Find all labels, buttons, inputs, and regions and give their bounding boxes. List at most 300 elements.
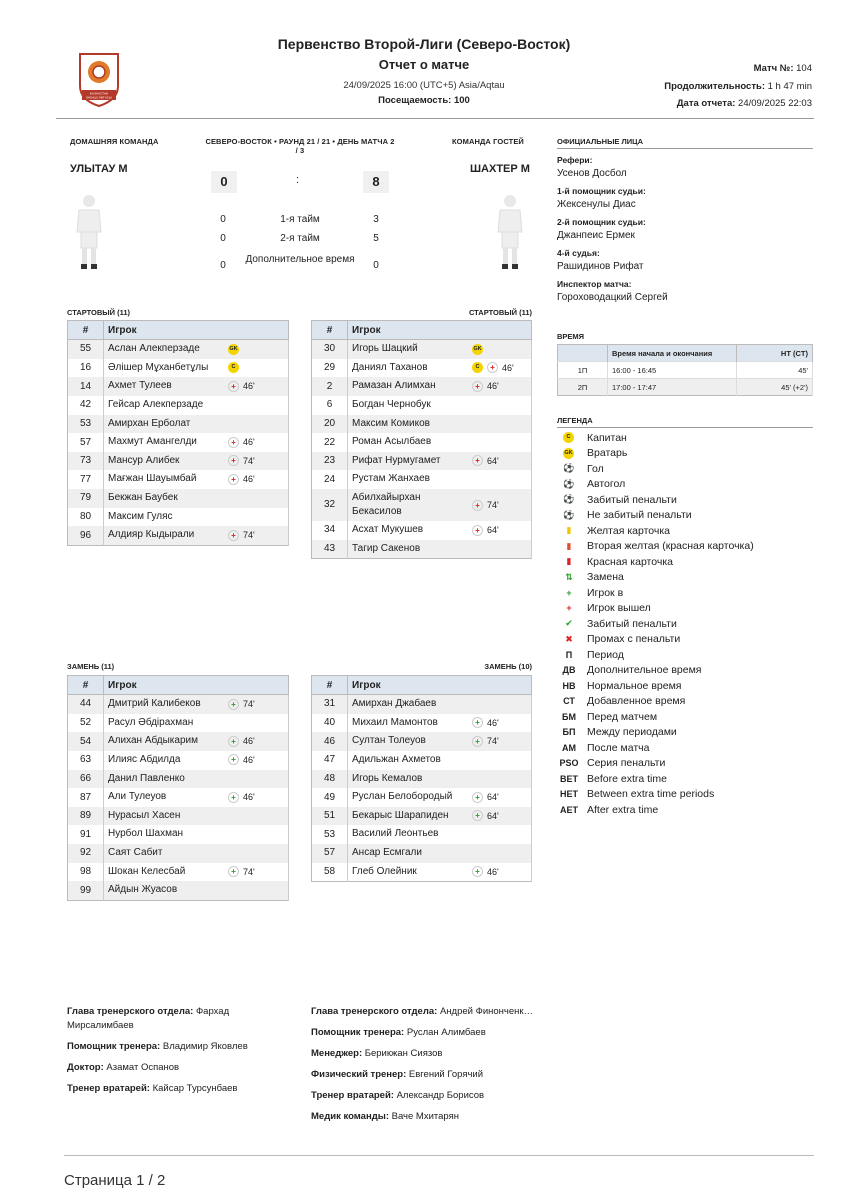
legend-item	[557, 802, 813, 818]
legend-item	[557, 430, 813, 446]
sub-minute: 74'	[487, 500, 499, 511]
legend-label: After extra time	[587, 803, 659, 816]
officials-list	[557, 155, 813, 310]
sub-minute: 74'	[243, 455, 255, 466]
match-datetime: 24/09/2025 16:00 (UTC+5) Asia/Aqtau	[343, 80, 505, 91]
player-cell	[348, 788, 532, 807]
player-in-icon: +	[566, 587, 572, 598]
extra-time-abbr: ДВ	[562, 665, 576, 676]
sub-minute: 64'	[487, 525, 499, 536]
time-header-ht: HT (CT)	[737, 345, 813, 362]
pso-abbr: PSO	[559, 758, 579, 769]
official-role: Рефери:	[557, 155, 593, 165]
penalty-check-icon: ✔	[565, 618, 573, 629]
column-header-player: Игрок	[348, 676, 532, 695]
player-cell	[104, 470, 289, 489]
shirt-number: 57	[68, 433, 104, 452]
sub-minute: 74'	[243, 866, 255, 877]
after-match-abbr: АМ	[562, 742, 576, 753]
home-caption: ДОМАШНЯЯ КОМАНДА	[70, 137, 159, 146]
shirt-number: 44	[68, 695, 104, 714]
official-name: Жексенулы Диас	[557, 199, 636, 210]
legend-label: Между периодами	[587, 726, 677, 739]
table-row	[68, 807, 289, 826]
legend-item	[557, 632, 813, 648]
staff-name: Руслан Алимбаев	[406, 1027, 486, 1038]
period-1p: 1П	[558, 362, 608, 379]
score-separator: :	[296, 174, 300, 186]
player-name: Рифат Нурмугамет	[352, 454, 441, 466]
legend-item	[557, 477, 813, 493]
player-in-icon: +	[228, 699, 239, 710]
table-row	[312, 377, 532, 396]
match-number: Матч №: 104	[753, 63, 812, 74]
player-cell	[348, 825, 532, 844]
player-events	[228, 472, 255, 486]
player-name: Максим Гуляс	[108, 510, 173, 522]
captain-icon: C	[563, 432, 574, 443]
shirt-number: 96	[68, 526, 104, 545]
staff-name: Берикжан Сиязов	[364, 1048, 443, 1059]
player-name: Мансур Алибек	[108, 454, 180, 466]
shirt-number: 53	[312, 825, 348, 844]
legend-label: Не забитый пенальти	[587, 509, 692, 522]
table-row	[312, 695, 532, 714]
player-cell	[104, 751, 289, 770]
player-cell	[348, 340, 532, 359]
official-role: Инспектор матча:	[557, 279, 632, 289]
shirt-number: 42	[68, 396, 104, 415]
official-role: 4-й судья:	[557, 248, 600, 258]
player-cell	[348, 751, 532, 770]
player-events	[472, 344, 483, 355]
table-row	[312, 807, 532, 826]
table-row	[312, 415, 532, 434]
extra-time-label: Дополнительное время	[245, 254, 355, 265]
player-out-icon: +	[228, 474, 239, 485]
shirt-number: 46	[312, 732, 348, 751]
shirt-number: 31	[312, 695, 348, 714]
column-header-player: Игрок	[104, 321, 289, 340]
column-header-player: Игрок	[348, 321, 532, 340]
sub-minute: 64'	[487, 455, 499, 466]
legend-item	[557, 709, 813, 725]
period-1p-ht: 45'	[737, 362, 813, 379]
player-cell	[104, 844, 289, 863]
legend-label: Желтая карточка	[587, 524, 671, 537]
shirt-number: 29	[312, 359, 348, 378]
shirt-number: 57	[312, 844, 348, 863]
player-cell	[104, 770, 289, 789]
player-cell	[348, 540, 532, 559]
away-subs-table	[311, 675, 532, 882]
player-cell	[104, 863, 289, 882]
player-cell	[104, 825, 289, 844]
legend-item	[557, 461, 813, 477]
legend-label: Красная карточка	[587, 555, 673, 568]
home-period-2: 0	[220, 233, 226, 244]
official-entry	[557, 217, 813, 241]
staff-name: Александр Борисов	[396, 1090, 485, 1101]
table-row	[312, 751, 532, 770]
time-header-range: Время начала и окончания	[608, 345, 737, 362]
legend-label: Игрок в	[587, 586, 624, 599]
shirt-number: 14	[68, 377, 104, 396]
het-abbr: HET	[560, 789, 578, 800]
sub-minute: 46'	[243, 474, 255, 485]
staff-name: Андрей Финонченк…	[439, 1006, 534, 1017]
player-name: Гейсар Алекперзаде	[108, 398, 204, 410]
table-row	[312, 825, 532, 844]
table-row	[68, 396, 289, 415]
shirt-number: 6	[312, 396, 348, 415]
staff-entry	[311, 1110, 536, 1124]
period-abbr: П	[565, 649, 573, 660]
player-events	[472, 790, 499, 804]
legend-item	[557, 787, 813, 803]
shirt-number: 79	[68, 489, 104, 508]
column-header-number: #	[68, 321, 104, 340]
penalty-miss-x-icon: ✖	[565, 633, 573, 644]
staff-name: Фархад Мирсалимбаев	[67, 1006, 230, 1031]
table-row	[68, 433, 289, 452]
player-name: Бекжан Баубек	[108, 492, 178, 504]
officials-title: ОФИЦИАЛЬНЫЕ ЛИЦА	[557, 137, 644, 146]
home-start-title: СТАРТОВЫЙ (11)	[67, 308, 131, 317]
staff-role: Физический тренер:	[311, 1069, 407, 1080]
legend-item	[557, 601, 813, 617]
table-row	[312, 770, 532, 789]
legend-list	[557, 430, 813, 818]
table-row	[68, 359, 289, 378]
legend-item	[557, 694, 813, 710]
player-cell	[348, 770, 532, 789]
table-row	[312, 863, 532, 882]
staff-role: Глава тренерского отдела:	[67, 1006, 194, 1017]
official-entry	[557, 279, 813, 303]
match-duration: Продолжительность: 1 h 47 min	[664, 81, 812, 92]
table-row	[68, 377, 289, 396]
shirt-number: 98	[68, 863, 104, 882]
away-starting-table	[311, 320, 532, 559]
legend-item	[557, 616, 813, 632]
goal-icon: ⚽	[563, 463, 575, 474]
legend-item	[557, 539, 813, 555]
player-events	[472, 523, 499, 537]
table-row	[68, 788, 289, 807]
player-events	[472, 361, 514, 375]
shirt-number: 34	[312, 521, 348, 540]
player-cell	[348, 452, 532, 471]
official-entry	[557, 186, 813, 210]
red-card-icon: ▮	[566, 556, 572, 567]
player-name: Алихан Абдыкарим	[108, 735, 198, 747]
staff-role: Тренер вратарей:	[311, 1090, 394, 1101]
shirt-number: 92	[68, 844, 104, 863]
player-events	[228, 790, 255, 804]
player-cell	[348, 695, 532, 714]
period-2p-time: 17:00 - 17:47	[608, 379, 737, 396]
player-name: Рамазан Алимхан	[352, 380, 436, 392]
player-name: Игорь Шацкий	[352, 343, 418, 354]
staff-role: Помощник тренера:	[67, 1041, 161, 1052]
table-row	[68, 751, 289, 770]
player-in-icon: +	[228, 754, 239, 765]
player-out-icon: +	[472, 455, 483, 466]
table-row	[312, 844, 532, 863]
legend-title: ЛЕГЕНДА	[557, 416, 593, 425]
player-out-icon: +	[228, 381, 239, 392]
player-in-icon: +	[228, 736, 239, 747]
player-events	[228, 753, 255, 767]
table-row	[312, 340, 532, 359]
staff-name: Кайсар Турсунбаев	[152, 1083, 238, 1094]
legend-item	[557, 756, 813, 772]
staff-entry	[311, 1089, 536, 1103]
table-row	[312, 452, 532, 471]
player-name: Амирхан Ерболат	[108, 417, 191, 429]
player-cell	[104, 508, 289, 527]
player-in-icon: +	[472, 866, 483, 877]
player-in-icon: +	[472, 736, 483, 747]
shirt-number: 16	[68, 359, 104, 378]
staff-entry	[67, 1061, 287, 1075]
penalty-missed-icon: ⚽	[563, 509, 575, 520]
staff-role: Доктор:	[67, 1062, 104, 1073]
shirt-number: 54	[68, 732, 104, 751]
before-match-abbr: БМ	[562, 711, 576, 722]
table-row	[68, 489, 289, 508]
staff-entry	[67, 1005, 287, 1033]
player-name: Ахмет Тулеев	[108, 380, 172, 392]
sub-minute: 46'	[487, 717, 499, 728]
player-out-icon: +	[472, 381, 483, 392]
staff-name: Ваче Мхитарян	[391, 1111, 459, 1122]
player-in-icon: +	[228, 792, 239, 803]
staff-name: Владимир Яковлев	[162, 1041, 248, 1052]
player-cell	[348, 521, 532, 540]
table-row	[68, 881, 289, 900]
player-cell	[348, 396, 532, 415]
player-out-icon: +	[228, 437, 239, 448]
official-name: Рашидинов Рифат	[557, 261, 644, 272]
player-events	[228, 379, 255, 393]
official-role: 1-й помощник судьи:	[557, 186, 646, 196]
legend-label: Серия пенальти	[587, 757, 666, 770]
player-cell	[348, 470, 532, 489]
home-kit-icon	[74, 192, 104, 272]
player-cell	[104, 489, 289, 508]
staff-name: Евгений Горячий	[408, 1069, 484, 1080]
table-row	[312, 732, 532, 751]
page-number: Страница 1 / 2	[64, 1172, 166, 1189]
player-out-icon: +	[472, 525, 483, 536]
player-cell	[104, 433, 289, 452]
home-period-1: 0	[220, 214, 226, 225]
legend-label: Промах с пенальти	[587, 633, 681, 646]
table-row	[312, 396, 532, 415]
legend-label: Автогол	[587, 478, 626, 491]
legend-item	[557, 508, 813, 524]
staff-entry	[311, 1026, 536, 1040]
shirt-number: 63	[68, 751, 104, 770]
table-row	[68, 415, 289, 434]
captain-icon: C	[472, 362, 483, 373]
period-2p: 2П	[558, 379, 608, 396]
player-out-icon: +	[228, 455, 239, 466]
staff-name: Азамат Оспанов	[106, 1062, 180, 1073]
shirt-number: 24	[312, 470, 348, 489]
home-starting-table	[67, 320, 289, 546]
player-name: Нурасыл Хасен	[108, 809, 181, 821]
sub-minute: 46'	[487, 866, 499, 877]
player-out-icon: +	[228, 530, 239, 541]
normal-time-abbr: НВ	[562, 680, 576, 691]
player-name: Султан Толеуов	[352, 735, 426, 747]
player-events	[472, 379, 499, 393]
legend-item	[557, 647, 813, 663]
shirt-number: 43	[312, 540, 348, 559]
legend-label: Нормальное время	[587, 679, 682, 692]
staff-role: Медик команды:	[311, 1111, 389, 1122]
legend-label: После матча	[587, 741, 650, 754]
player-events	[472, 498, 499, 512]
player-name: Асхат Мукушев	[352, 524, 424, 536]
goalkeeper-icon: GK	[563, 448, 574, 459]
table-row	[312, 521, 532, 540]
player-name: Ансар Есмгали	[352, 847, 422, 859]
table-row	[68, 714, 289, 733]
official-name: Усенов Досбол	[557, 168, 627, 179]
player-name: Игорь Кемалов	[352, 772, 423, 784]
legend-item	[557, 663, 813, 679]
sub-minute: 74'	[487, 736, 499, 747]
period-1p-time: 16:00 - 16:45	[608, 362, 737, 379]
shirt-number: 30	[312, 340, 348, 359]
player-name: Илияс Абдилда	[108, 753, 181, 765]
sub-minute: 74'	[243, 530, 255, 541]
player-events	[228, 865, 255, 879]
svg-text:КАЗАХСТАН: КАЗАХСТАН	[89, 91, 109, 96]
table-row	[312, 470, 532, 489]
player-events	[228, 454, 255, 468]
player-events	[228, 697, 255, 711]
player-cell	[104, 526, 289, 545]
player-cell	[348, 377, 532, 396]
home-staff	[67, 1005, 287, 1103]
player-name: Рустам Жанхаев	[352, 473, 430, 485]
player-name: Василий Леонтьев	[352, 828, 439, 840]
period-2-label: 2-я тайм	[280, 233, 320, 244]
shirt-number: 99	[68, 881, 104, 900]
table-row	[68, 863, 289, 882]
player-name: Алдияр Кыдырали	[108, 529, 195, 541]
player-cell	[104, 807, 289, 826]
official-name: Гороховодацкий Сергей	[557, 292, 668, 303]
home-team-name: УЛЫТАУ М	[70, 163, 128, 175]
legend-item	[557, 554, 813, 570]
away-score: 8	[363, 171, 389, 193]
sub-minute: 64'	[487, 810, 499, 821]
substitution-icon: ⇅	[565, 571, 573, 582]
table-row	[312, 540, 532, 559]
player-cell	[104, 732, 289, 751]
player-name: Абилхайырхан Бекасилов	[352, 492, 421, 518]
legend-label: Гол	[587, 462, 604, 475]
player-events	[228, 344, 239, 355]
player-name: Руслан Белобородый	[352, 791, 453, 803]
player-cell	[348, 415, 532, 434]
player-in-icon: +	[472, 792, 483, 803]
legend-label: Забитый пенальти	[587, 493, 677, 506]
player-cell	[348, 732, 532, 751]
legend-label: Капитан	[587, 431, 627, 444]
player-cell	[348, 807, 532, 826]
player-name: Саят Сабит	[108, 847, 163, 859]
player-out-icon: +	[472, 500, 483, 511]
player-name: Махмут Амангелди	[108, 436, 197, 448]
away-period-1: 3	[373, 214, 379, 225]
aet-abbr: AET	[560, 804, 578, 815]
legend-label: Вторая желтая (красная карточка)	[587, 540, 754, 553]
shirt-number: 87	[68, 788, 104, 807]
player-name: Расул Әбдірахман	[108, 716, 194, 728]
shirt-number: 2	[312, 377, 348, 396]
shirt-number: 77	[68, 470, 104, 489]
sub-minute: 46'	[243, 754, 255, 765]
player-name: Али Тулеуов	[108, 791, 167, 803]
shirt-number: 49	[312, 788, 348, 807]
sub-minute: 46'	[243, 736, 255, 747]
player-name: Бекарыс Шарапиден	[352, 809, 449, 821]
table-row	[68, 770, 289, 789]
legend-item	[557, 771, 813, 787]
table-row	[68, 844, 289, 863]
player-cell	[104, 415, 289, 434]
player-cell	[348, 433, 532, 452]
away-kit-icon	[495, 192, 525, 272]
shirt-number: 73	[68, 452, 104, 471]
legend-item	[557, 585, 813, 601]
official-role: 2-й помощник судьи:	[557, 217, 646, 227]
staff-role: Помощник тренера:	[311, 1027, 405, 1038]
legend-item	[557, 492, 813, 508]
own-goal-icon: ⚽	[563, 478, 575, 489]
added-time-abbr: СТ	[563, 696, 575, 707]
table-row	[312, 489, 532, 521]
player-cell	[348, 489, 532, 521]
away-extra-time: 0	[373, 260, 379, 271]
player-events	[472, 865, 499, 879]
player-events	[228, 734, 255, 748]
player-cell	[104, 359, 289, 378]
player-name: Михаил Мамонтов	[352, 716, 438, 728]
sub-minute: 46'	[243, 792, 255, 803]
player-name: Нурбол Шахман	[108, 828, 184, 840]
table-row	[312, 788, 532, 807]
shirt-number: 23	[312, 452, 348, 471]
player-in-icon: +	[228, 866, 239, 877]
legend-label: Between extra time periods	[587, 788, 715, 801]
player-events	[472, 809, 499, 823]
staff-entry	[67, 1040, 287, 1054]
shirt-number: 53	[68, 415, 104, 434]
table-row	[68, 526, 289, 545]
staff-entry	[311, 1068, 536, 1082]
time-title: ВРЕМЯ	[557, 332, 585, 341]
table-row	[68, 470, 289, 489]
legend-item	[557, 740, 813, 756]
